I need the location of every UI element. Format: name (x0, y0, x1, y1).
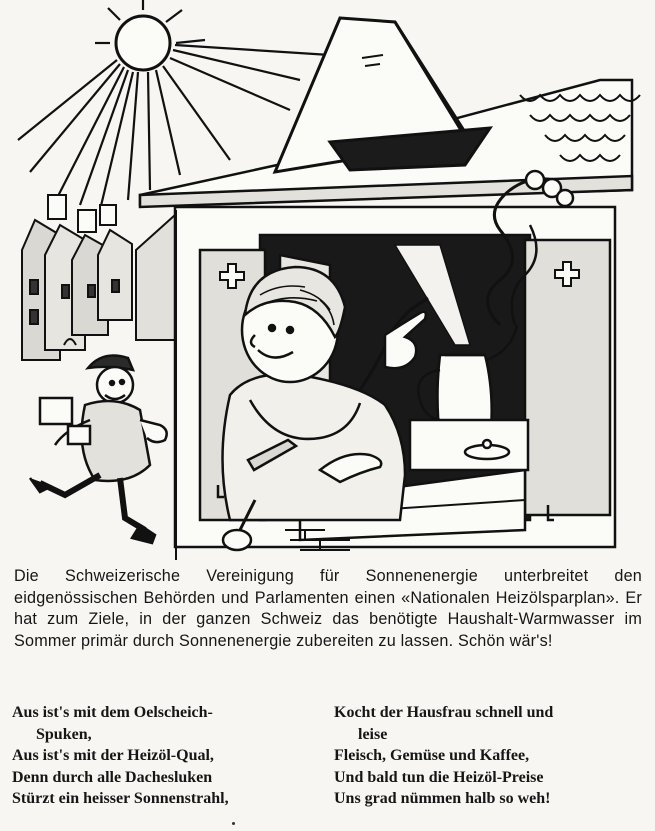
caption-text: Die Schweizerische Vereinigung für Sonnenenergie unterbreitet den eidgenössischen Behörden und Parlamenten einen «Nationalen Heizölsparplan». Er hat zum Ziele, in der ganzen Schweiz das benötigte Haushalt-Warmwasser im Sommer primär durch Sonnenenergie zubereiten zu lassen. Schön wär's! (14, 567, 642, 650)
poem-line: Und bald tun die Heizöl-Preise (334, 768, 544, 786)
poem-line: Stürzt ein heisser Sonnenstrahl, (12, 790, 229, 807)
print-dot (232, 822, 235, 825)
poem-line: Aus ist's mit dem Oelscheich- (12, 704, 213, 721)
poem-line: Spuken, (36, 725, 92, 743)
poem-line: Fleisch, Gemüse und Kaffee, (334, 747, 530, 764)
poem-line: Denn durch alle Dachesluken (12, 768, 213, 786)
poem-line: Uns grad nümmen halb so weh! (334, 790, 551, 807)
poem-stanza-left (12, 702, 322, 810)
poem-stanza-right (334, 702, 646, 810)
poem-line: leise (358, 725, 388, 743)
poem-line: Aus ist's mit der Heizöl-Qual, (12, 747, 214, 764)
poem-line: Kocht der Hausfrau schnell und (334, 704, 554, 721)
